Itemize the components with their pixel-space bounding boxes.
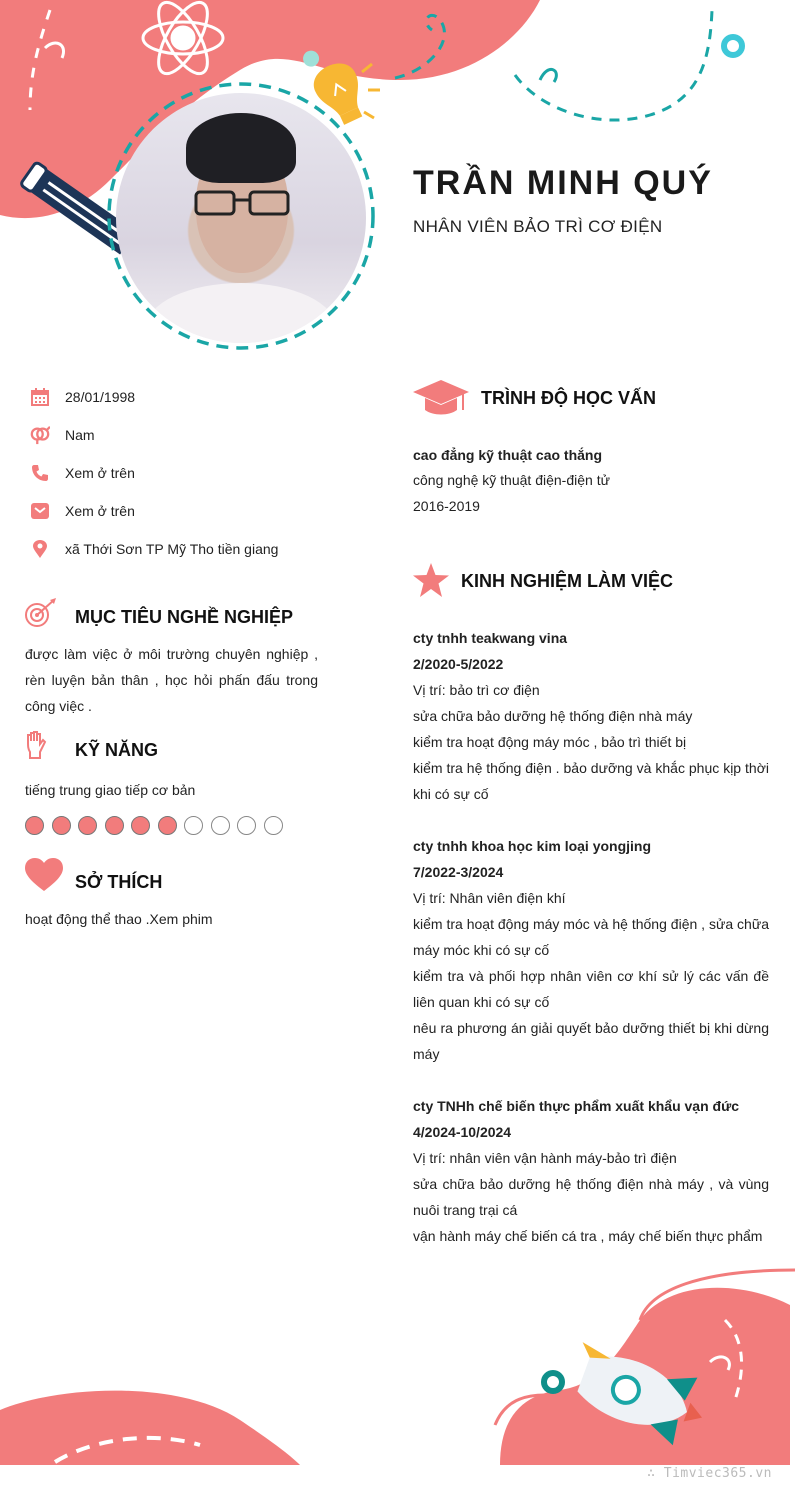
graduation-cap-icon: [413, 380, 469, 421]
info-birthday: [30, 386, 136, 408]
job-detail: kiểm tra và phối hợp nhân viên cơ khí sử lý các vấn đề liên quan khi có sự cố: [413, 968, 769, 1010]
gender-value: Nam: [65, 427, 95, 443]
job-detail: Vị trí: Nhân viên điện khí: [413, 890, 566, 906]
job-detail: vận hành máy chế biến cá tra , máy chế biến thực phẩm: [413, 1228, 763, 1244]
education-school: cao đẳng kỹ thuật cao thắng: [413, 447, 603, 463]
experience-title: KINH NGHIỆM LÀM VIỆC: [461, 571, 674, 591]
watermark-text: ∴ Timviec365.vn: [647, 1466, 772, 1481]
company-name: cty tnhh teakwang vina: [413, 630, 568, 646]
job-detail: kiểm tra hoạt động máy móc , bảo trì thiết bị: [413, 734, 687, 750]
education-period: 2016-2019: [413, 498, 480, 514]
rating-dot-empty: [211, 816, 230, 835]
rating-dot-filled: [25, 816, 44, 835]
heart-icon: [25, 858, 63, 897]
job-period: 2/2020-5/2022: [413, 656, 504, 672]
job-period: 4/2024-10/2024: [413, 1124, 512, 1140]
skill-name: tiếng trung giao tiếp cơ bản: [25, 782, 196, 798]
gender-icon: [30, 425, 50, 445]
birthday-value: 28/01/1998: [65, 389, 136, 405]
hand-icon: [25, 730, 47, 765]
star-icon: [413, 563, 449, 602]
rating-dot-filled: [131, 816, 150, 835]
company-name: cty tnhh khoa học kim loại yongjing: [413, 838, 652, 854]
location-pin-icon: [30, 539, 50, 559]
job-period: 7/2022-3/2024: [413, 864, 504, 880]
phone-icon: [30, 463, 50, 483]
info-address: [30, 538, 279, 560]
rating-dot-empty: [184, 816, 203, 835]
job-detail: sửa chữa bảo dưỡng hệ thống điện nhà máy , và vùng nuôi trang trại cá: [413, 1176, 769, 1218]
job-detail: kiểm tra hệ thống điện . bảo dưỡng và khắc phục kịp thời khi có sự cố: [413, 760, 769, 802]
job-title: NHÂN VIÊN BẢO TRÌ CƠ ĐIỆN: [413, 217, 663, 236]
rocket-icon: [560, 1337, 714, 1452]
info-gender: [30, 424, 95, 446]
education-major: công nghệ kỹ thuật điện-điện tử: [413, 472, 610, 488]
experience-item: [413, 1093, 769, 1249]
rating-dot-filled: [105, 816, 124, 835]
email-value: Xem ở trên: [65, 503, 135, 519]
hobbies-title: SỞ THÍCH: [75, 872, 163, 892]
profile-photo: [116, 93, 366, 343]
rating-dot-empty: [237, 816, 256, 835]
rating-dot-empty: [264, 816, 283, 835]
job-detail: Vị trí: bảo trì cơ điện: [413, 682, 540, 698]
job-detail: kiểm tra hoạt động máy móc và hệ thống điện , sửa chữa máy móc khi có sự cố: [413, 916, 769, 958]
candidate-name: TRẦN MINH QUÝ: [413, 164, 713, 202]
email-icon: [30, 501, 50, 521]
hobbies-text: hoạt động thể thao .Xem phim: [25, 911, 213, 927]
company-name: cty TNHh chế biến thực phẩm xuất khẩu vạn đức: [413, 1098, 740, 1114]
experience-item: [413, 833, 769, 1067]
job-detail: sửa chữa bảo dưỡng hệ thống điện nhà máy: [413, 708, 693, 724]
rating-dot-filled: [78, 816, 97, 835]
education-title: TRÌNH ĐỘ HỌC VẤN: [481, 388, 656, 408]
job-detail: Vị trí: nhân viên vận hành máy-bảo trì điện: [413, 1150, 677, 1166]
job-detail: nêu ra phương án giải quyết bảo dưỡng thiết bị khi dừng máy: [413, 1020, 769, 1062]
calendar-icon: [30, 387, 50, 407]
rating-dot-filled: [158, 816, 177, 835]
objective-text: được làm việc ở môi trường chuyên nghiệp , rèn luyện bản thân , học hỏi phấn đấu trong công việc .: [25, 646, 318, 714]
objective-title: MỤC TIÊU NGHỀ NGHIỆP: [75, 607, 294, 627]
rating-dot-filled: [52, 816, 71, 835]
skill-rating: [25, 816, 283, 835]
target-icon: [24, 598, 58, 635]
experience-item: [413, 625, 769, 807]
skills-title: KỸ NĂNG: [75, 740, 159, 760]
info-phone: [30, 462, 135, 484]
address-value: xã Thới Sơn TP Mỹ Tho tiền giang: [65, 541, 279, 557]
phone-value: Xem ở trên: [65, 465, 135, 481]
info-email: [30, 500, 135, 522]
